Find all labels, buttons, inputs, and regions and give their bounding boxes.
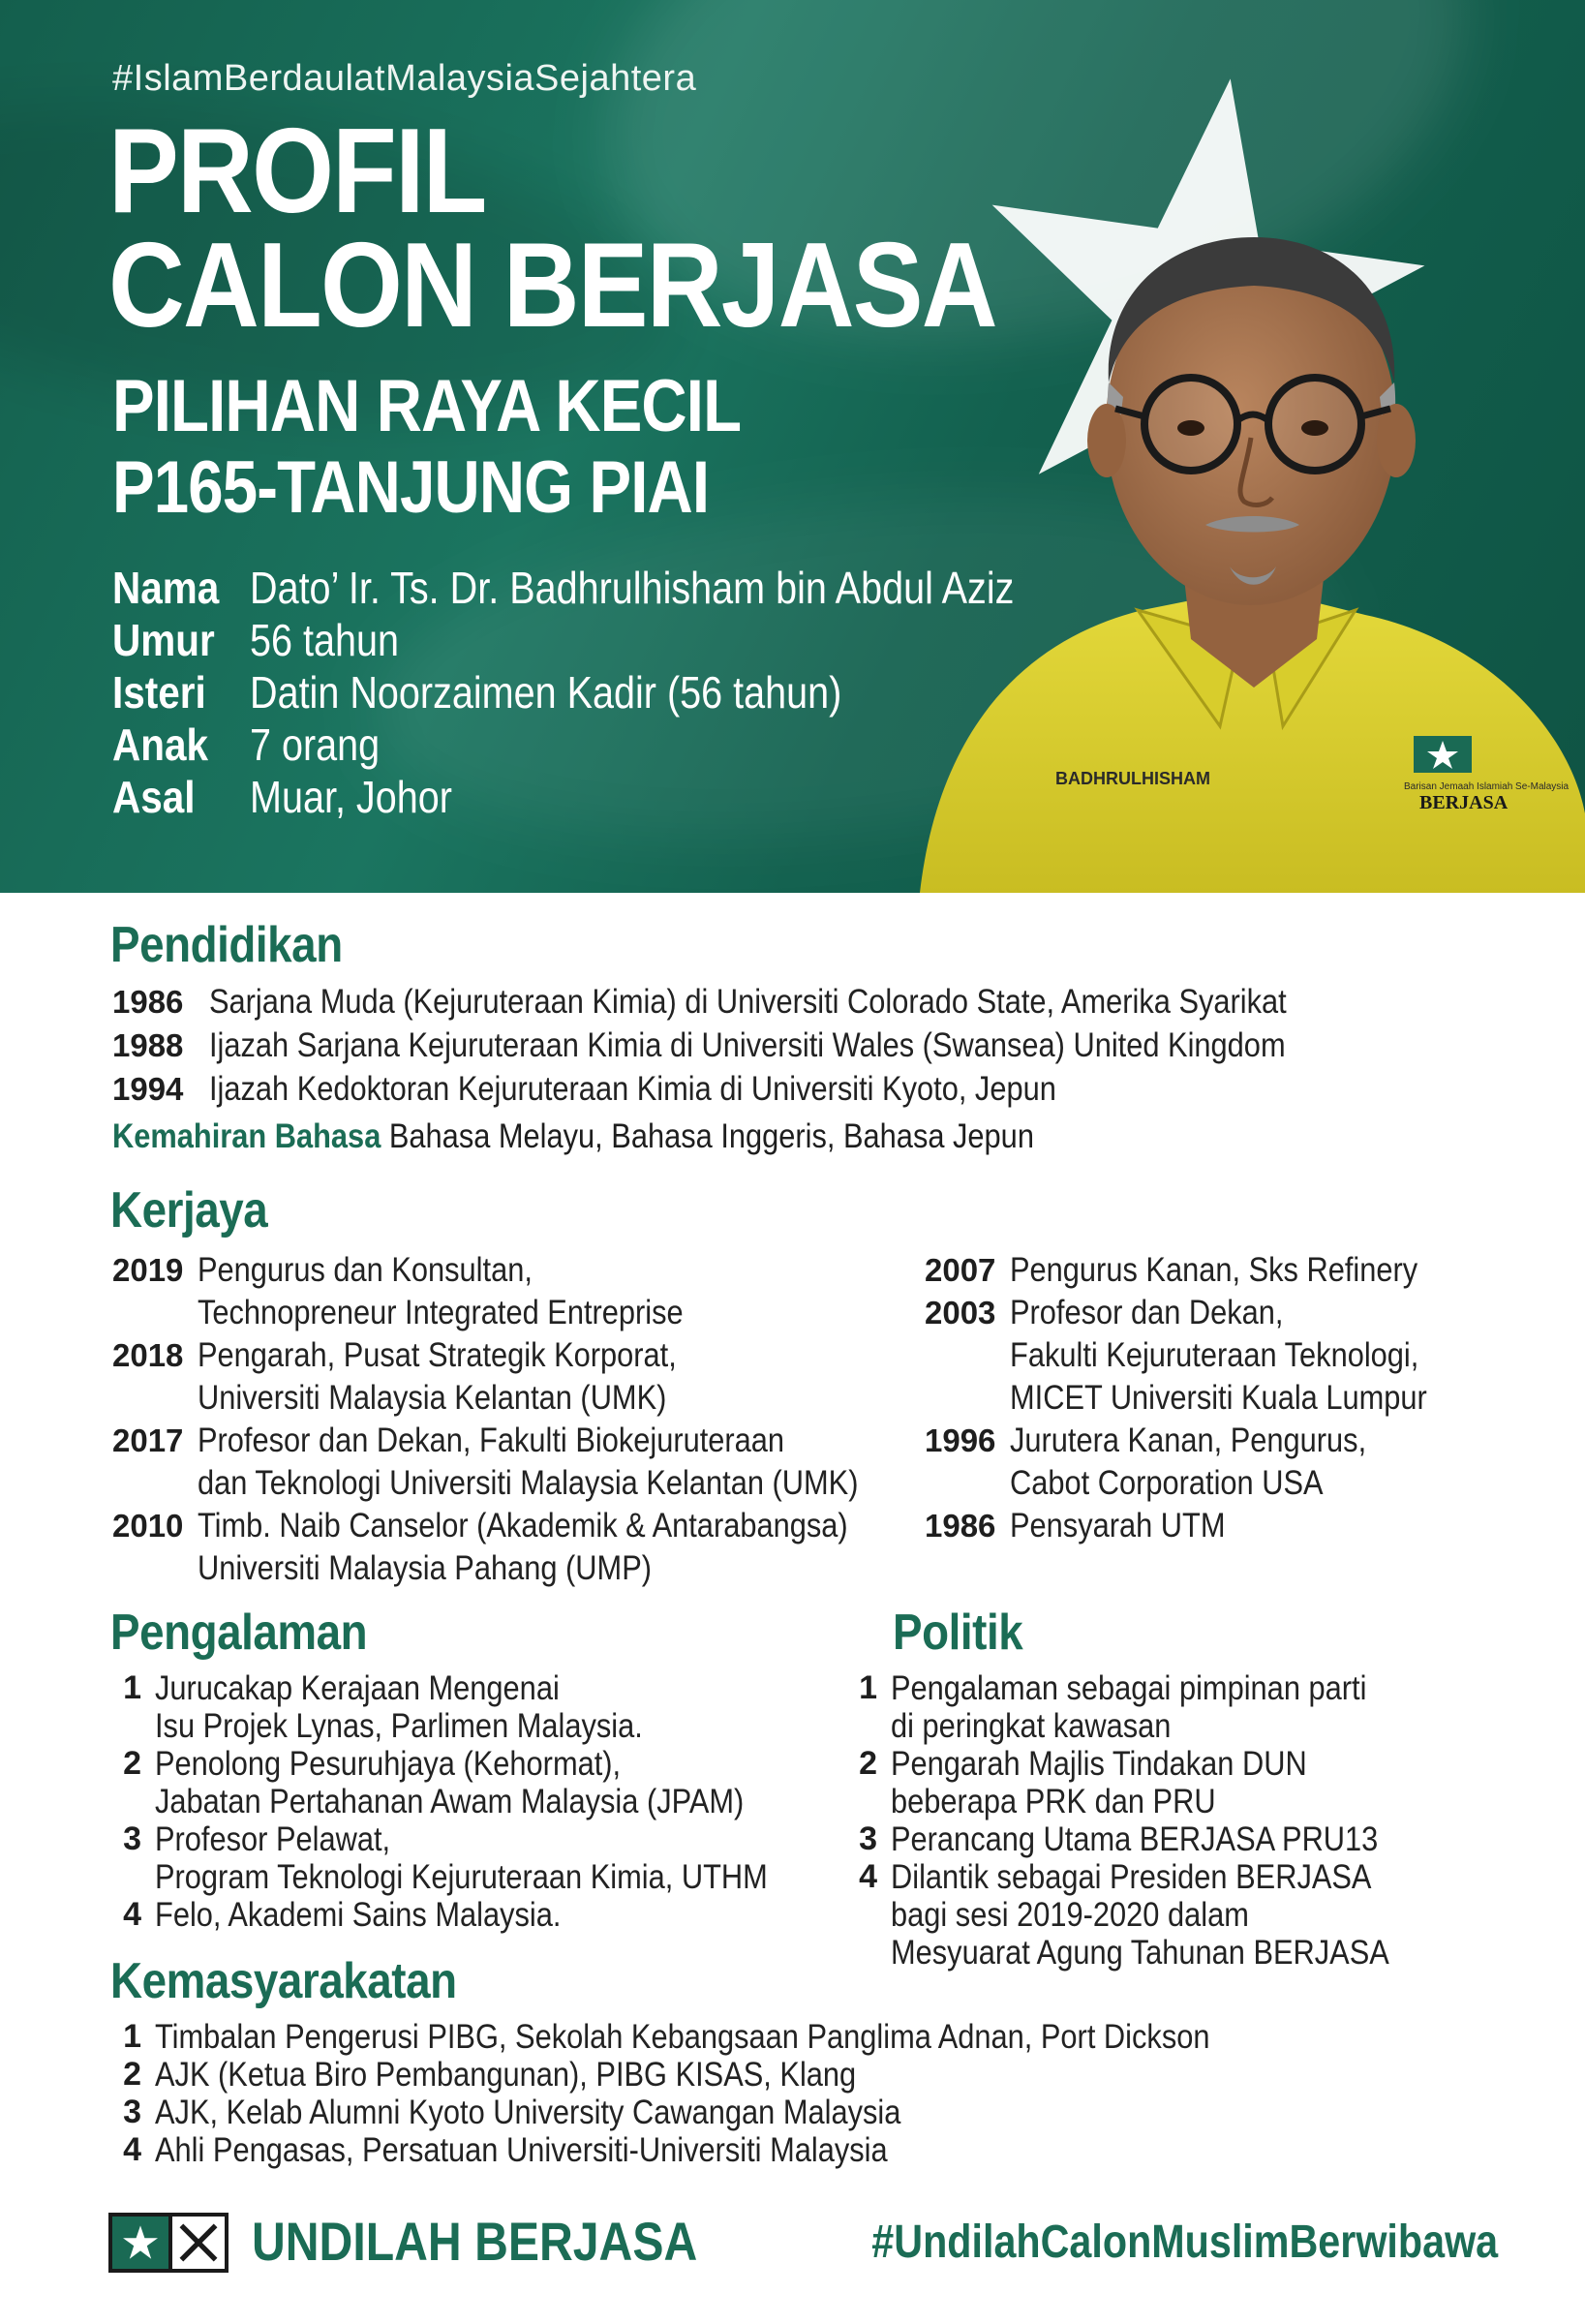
info-value: Datin Noorzaimen Kadir (56 tahun) [250,667,842,718]
item-text: Pengalaman sebagai pimpinan parti di peringkat kawasan [891,1669,1367,1745]
item-number: 1 [123,1669,141,1706]
subtitle-line-2: P165-TANJUNG PIAI [112,446,710,529]
item-number: 4 [123,2131,141,2168]
title-line-2: CALON BERJASA [108,219,996,352]
page-title [108,105,996,352]
item-text: Timb. Naib Canselor (Akademik & Antarabangsa) Universiti Malaysia Pahang (UMP) [198,1507,848,1587]
item-text: Pengarah Majlis Tindakan DUN beberapa PRK dan PRU [891,1745,1307,1820]
list-item [112,2094,1354,2131]
item-year: 2019 [112,1252,184,1288]
item-text: AJK (Ketua Biro Pembangunan), PIBG KISAS, Klang [155,2056,857,2094]
item-text: AJK, Kelab Alumni Kyoto University Cawangan Malaysia [155,2094,901,2131]
list-item [925,1292,1484,1420]
badge-text: BERJASA [1419,792,1509,813]
footer-hashtag: #UndilahCalonMuslimBerwibawa [871,2217,1498,2268]
item-year: 1996 [925,1422,996,1458]
list-item [112,1024,1433,1067]
item-number: 2 [123,2056,141,2093]
list-item [112,1745,851,1820]
item-year: 2007 [925,1252,996,1288]
candidate-portrait [900,184,1585,893]
header-banner [0,0,1585,893]
item-year: 1986 [112,984,184,1020]
subtitle-line-1: PILIHAN RAYA KECIL [112,365,742,447]
section-title-pengalaman: Pengalaman [110,1605,368,1661]
item-number: 1 [123,2018,141,2055]
item-number: 1 [859,1669,877,1706]
list-item [848,1858,1457,1972]
list-item [925,1420,1484,1505]
item-text: Penolong Pesuruhjaya (Kehormat), Jabatan Pertahanan Awam Malaysia (JPAM) [155,1745,745,1820]
list-item [112,1249,949,1334]
item-year: 1986 [925,1508,996,1544]
language-skills [112,1117,1034,1156]
kerjaya-list-right [925,1249,1484,1547]
item-text: Ahli Pengasas, Persatuan Universiti-Universiti Malaysia [155,2131,888,2169]
info-label: Isteri [112,667,206,718]
list-item [112,2056,1354,2094]
footer-slogan: UNDILAH BERJASA [252,2211,698,2272]
item-year: 1988 [112,1027,184,1063]
item-number: 2 [859,1745,877,1782]
item-text: Jurucakap Kerajaan Mengenai Isu Projek Lynas, Parlimen Malaysia. [155,1669,643,1745]
list-item [848,1820,1457,1858]
cross-mark-icon [168,2217,225,2269]
item-number: 3 [859,1820,877,1857]
item-year: 2003 [925,1295,996,1330]
item-text: Dilantik sebagai Presiden BERJASA bagi sesi 2019-2020 dalam Mesyuarat Agung Tahunan BERJASA [891,1858,1389,1972]
item-text: Jurutera Kanan, Pengurus, Cabot Corporation USA [1010,1422,1367,1502]
item-number: 2 [123,1745,141,1782]
list-item [925,1505,1484,1547]
info-label: Nama [112,563,220,613]
info-label: Umur [112,615,215,665]
page-subtitle [112,366,741,529]
star-icon [112,2217,168,2269]
list-item [112,1420,949,1505]
item-number: 3 [123,1820,141,1857]
item-year: 2018 [112,1337,184,1373]
item-text: Pensyarah UTM [1010,1507,1226,1544]
item-text: Profesor dan Dekan, Fakulti Kejuruteraan Teknologi, MICET Universiti Kuala Lumpur [1010,1294,1427,1417]
item-text: Profesor Pelawat, Program Teknologi Kejuruteraan Kimia, UTHM [155,1820,768,1896]
item-number: 3 [123,2094,141,2130]
item-number: 4 [859,1858,877,1895]
list-item [112,2018,1354,2056]
item-text: Pengurus dan Konsultan, Technopreneur Integrated Entreprise [198,1251,684,1331]
section-title-kemasyarakatan: Kemasyarakatan [110,1953,457,2009]
item-year: 2017 [112,1422,184,1458]
info-label: Anak [112,719,208,770]
item-text: Ijazah Kedoktoran Kejuruteraan Kimia di Universiti Kyoto, Jepun [209,1070,1056,1108]
item-text: Pengarah, Pusat Strategik Korporat, Universiti Malaysia Kelantan (UMK) [198,1336,677,1417]
kerjaya-list-left [112,1249,949,1590]
list-item [848,1745,1457,1820]
list-item [112,980,1433,1024]
list-item [925,1249,1484,1292]
kemasyarakatan-list [112,2018,1354,2169]
info-value: Muar, Johor [250,772,452,822]
list-item [112,1067,1433,1111]
item-text: Timbalan Pengerusi PIBG, Sekolah Kebangsaan Panglima Adnan, Port Dickson [155,2018,1210,2056]
list-item [112,1820,851,1896]
list-item [112,1334,949,1420]
section-title-kerjaya: Kerjaya [110,1182,268,1238]
item-text: Sarjana Muda (Kejuruteraan Kimia) di Universiti Colorado State, Amerika Syarikat [209,983,1287,1021]
section-title-politik: Politik [893,1605,1023,1661]
info-value: 7 orang [250,719,381,770]
shirt-name-tag-text: BADHRULHISHAM [1055,769,1210,788]
section-title-pendidikan: Pendidikan [110,917,343,973]
list-item [112,1669,851,1745]
item-text: Felo, Akademi Sains Malaysia. [155,1896,562,1934]
item-year: 2010 [112,1508,184,1544]
info-value: 56 tahun [250,615,399,665]
item-year: 1994 [112,1071,184,1107]
hashtag-top: #IslamBerdaulatMalaysiaSejahtera [112,58,697,99]
list-item [112,1505,949,1590]
item-text: Profesor dan Dekan, Fakulti Biokejuruteraan dan Teknologi Universiti Malaysia Kelantan (UMK) [198,1422,859,1502]
pengalaman-list [112,1669,851,1934]
title-line-1: PROFIL [108,105,486,238]
language-label: Kemahiran Bahasa [112,1117,381,1155]
badge-caption: Barisan Jemaah Islamiah Se-Malaysia [1404,781,1570,792]
item-text: Perancang Utama BERJASA PRU13 [891,1820,1379,1858]
item-text: Pengurus Kanan, Sks Refinery [1010,1251,1418,1289]
pendidikan-list [112,980,1433,1111]
language-value: Bahasa Melayu, Bahasa Inggeris, Bahasa Jepun [381,1117,1034,1155]
info-label: Asal [112,772,196,822]
list-item [112,2131,1354,2169]
info-value: Dato’ Ir. Ts. Dr. Badhrulhisham bin Abdul Aziz [250,563,1015,613]
item-number: 4 [123,1896,141,1933]
list-item [112,1896,851,1934]
item-text: Ijazah Sarjana Kejuruteraan Kimia di Universiti Wales (Swansea) United Kingdom [209,1026,1286,1064]
list-item [848,1669,1457,1745]
politik-list [848,1669,1457,1972]
ballot-box-icon [108,2213,229,2273]
